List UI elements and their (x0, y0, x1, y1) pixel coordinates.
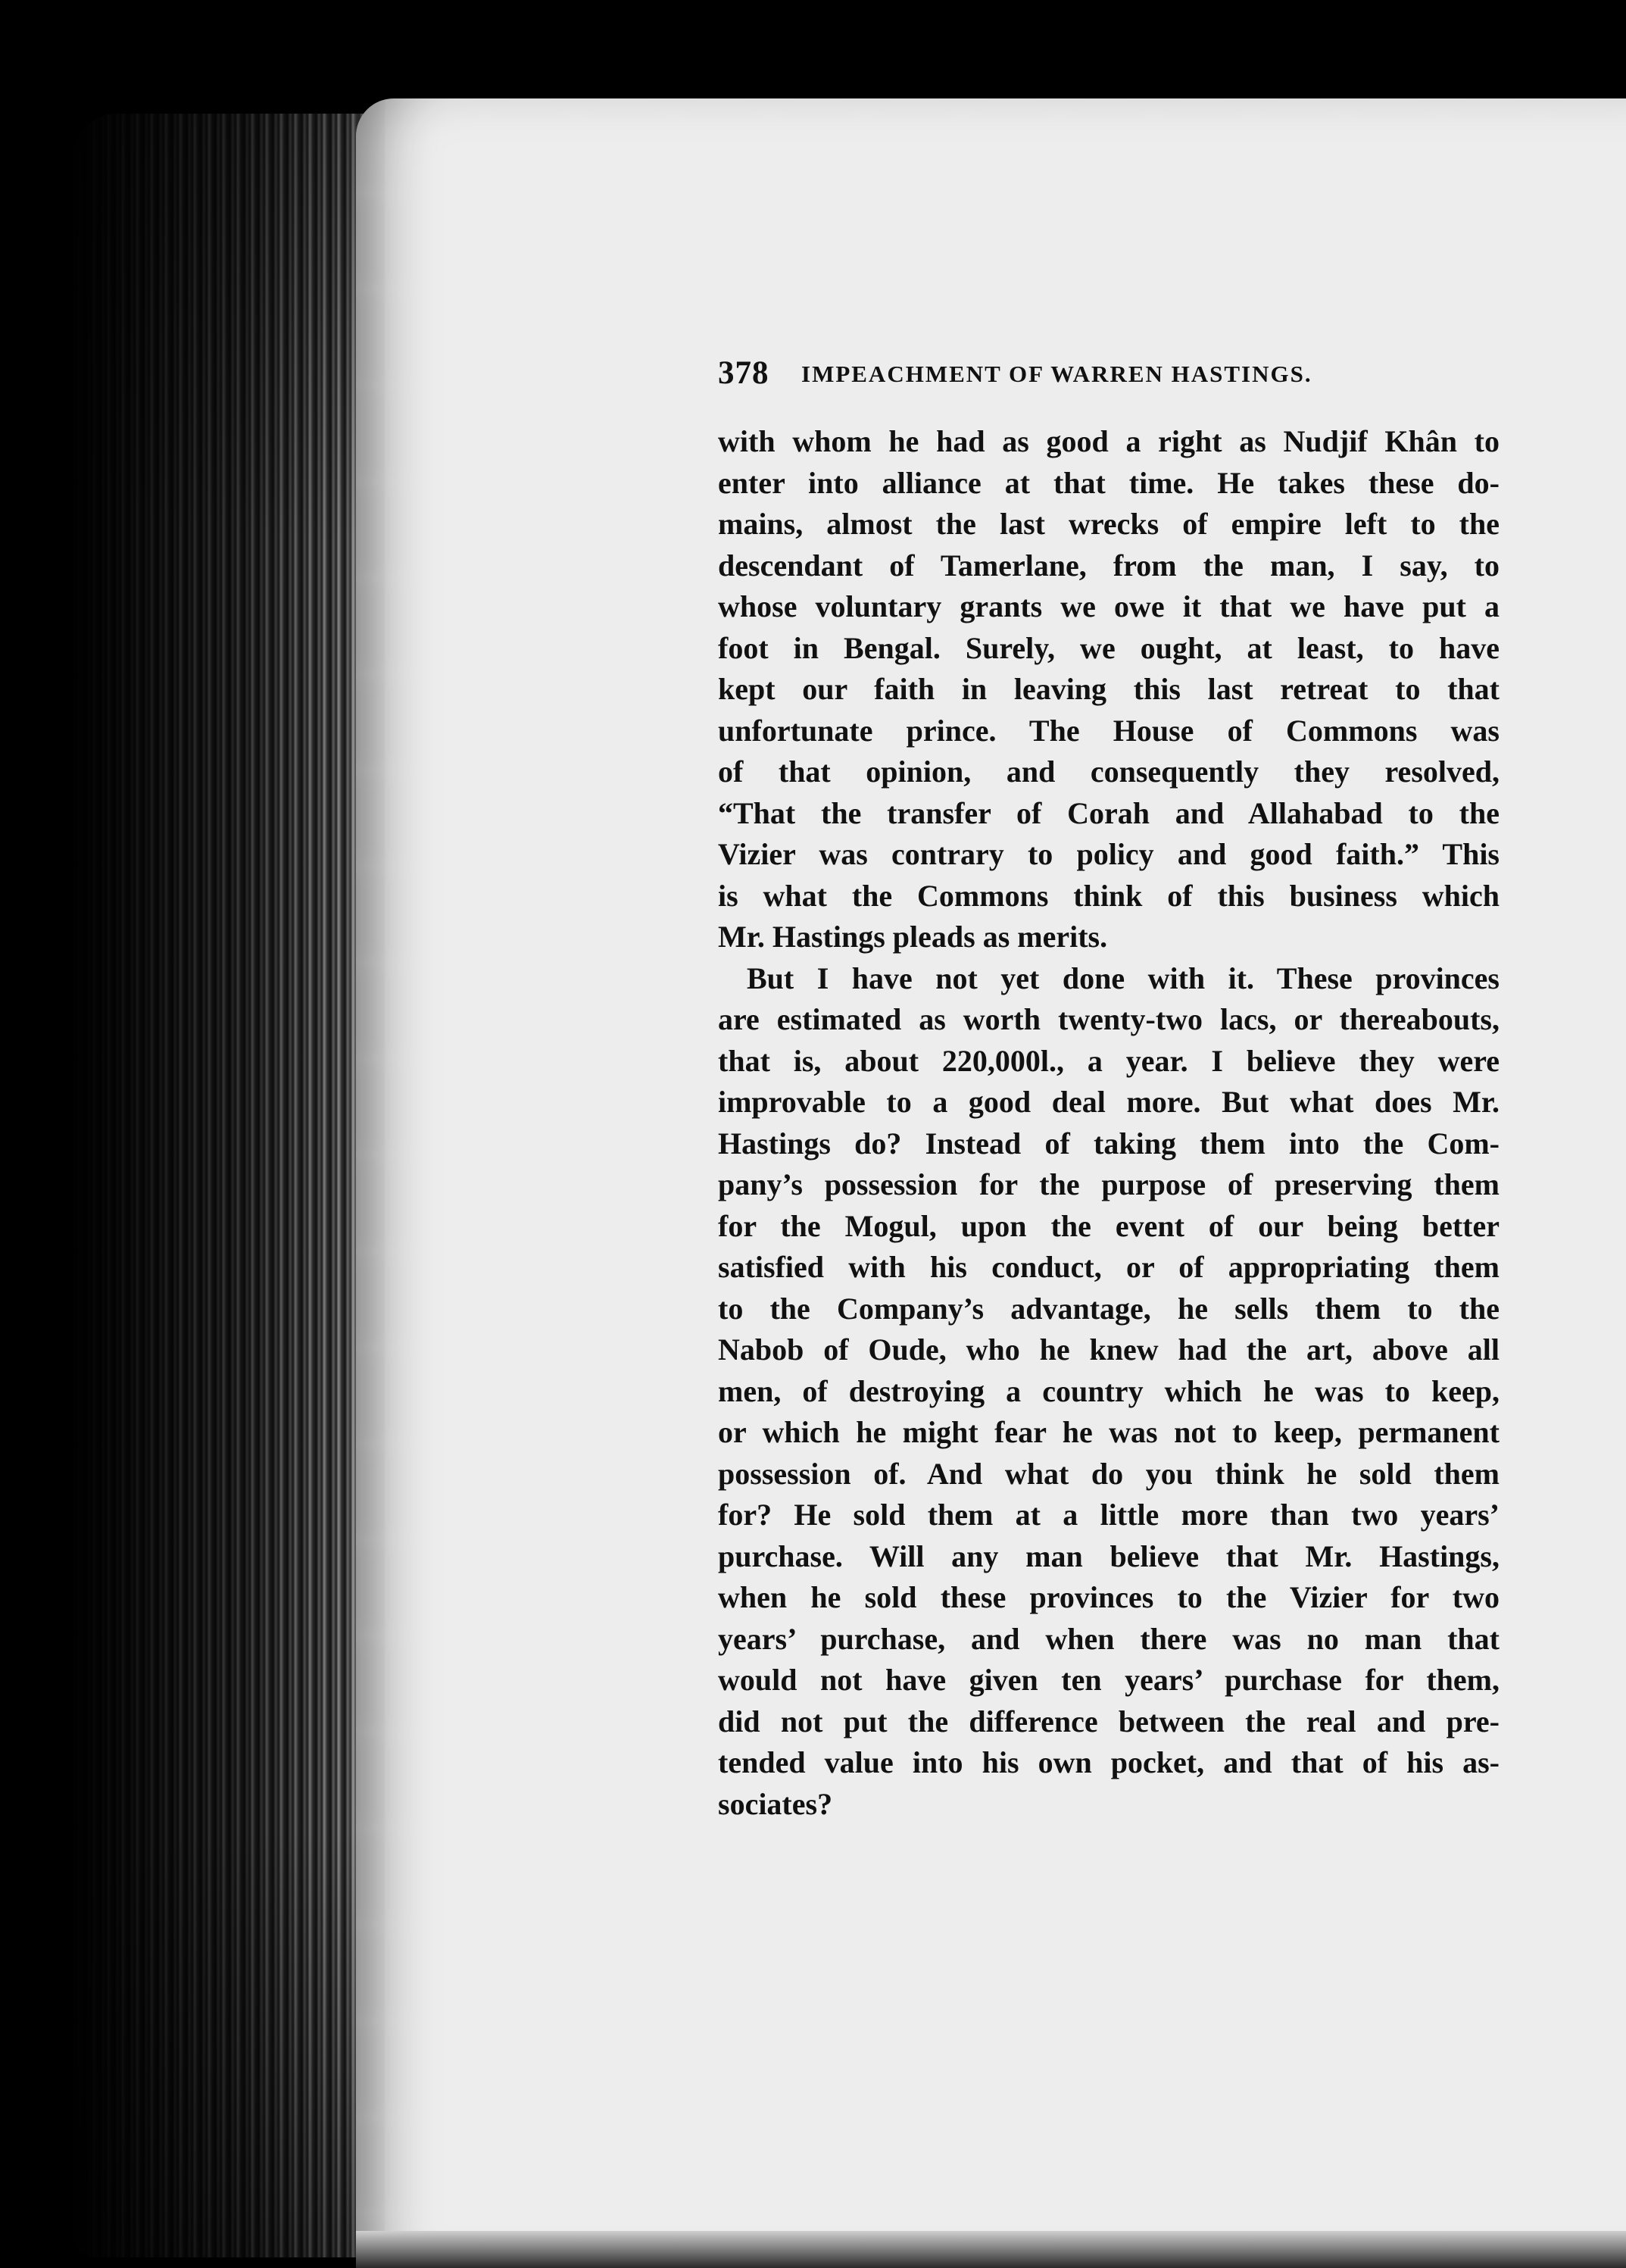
text-line: Mr. Hastings pleads as merits. (718, 920, 1108, 954)
text-line: or which he might fear he was not to keep, permanent (718, 1415, 1500, 1449)
text-line: with whom he had as good a right as Nudjif Khân to (718, 424, 1500, 458)
text-line: to the Company’s advantage, he sells them to the (718, 1291, 1500, 1326)
text-line: unfortunate prince. The House of Commons was (718, 713, 1500, 748)
body-text (718, 421, 1500, 1825)
text-line: mains, almost the last wrecks of empire left to the (718, 507, 1500, 541)
text-line: years’ purchase, and when there was no man that (718, 1621, 1500, 1656)
text-line: is what the Commons think of this business which (718, 878, 1500, 913)
text-line: whose voluntary grants we owe it that we have put a (718, 589, 1500, 623)
text-line: when he sold these provinces to the Vizier for two (718, 1580, 1500, 1614)
text-line: that is, about 220,000l., a year. I believe they were (718, 1043, 1500, 1078)
text-line: would not have given ten years’ purchase for them, (718, 1663, 1500, 1697)
page-number: 378 (718, 355, 769, 391)
text-line: for the Mogul, upon the event of our being better (718, 1208, 1500, 1243)
text-line: men, of destroying a country which he was to keep, (718, 1373, 1500, 1408)
text-line: “That the transfer of Corah and Allahabad to the (718, 795, 1500, 830)
fore-edge-shadow (72, 114, 390, 2257)
page-bottom-edge (356, 2231, 1626, 2268)
text-line: of that opinion, and consequently they resolved, (718, 754, 1500, 789)
text-line: possession of. And what do you think he sold them (718, 1456, 1500, 1491)
page-header (718, 355, 1500, 392)
text-line: purchase. Will any man believe that Mr. Hastings, (718, 1539, 1500, 1573)
text-line: tended value into his own pocket, and that of his as- (718, 1745, 1500, 1779)
text-line: Nabob of Oude, who he knew had the art, above all (718, 1332, 1500, 1367)
text-line: But I have not yet done with it. These provinces (747, 961, 1500, 995)
running-title: IMPEACHMENT OF WARREN HASTINGS. (801, 361, 1312, 387)
text-line: foot in Bengal. Surely, we ought, at least, to have (718, 630, 1500, 665)
text-line: descendant of Tamerlane, from the man, I say, to (718, 548, 1500, 583)
text-line: satisfied with his conduct, or of appropriating them (718, 1250, 1500, 1284)
text-line: sociates? (718, 1786, 833, 1821)
text-line: Hastings do? Instead of taking them into the Com- (718, 1126, 1500, 1161)
text-line: did not put the difference between the real and pre- (718, 1704, 1500, 1738)
text-line: are estimated as worth twenty-two lacs, or thereabouts, (718, 1002, 1500, 1036)
text-line: enter into alliance at that time. He takes these do- (718, 465, 1500, 500)
text-line: Vizier was contrary to policy and good faith.” This (718, 837, 1500, 871)
text-line: pany’s possession for the purpose of preserving them (718, 1167, 1500, 1201)
text-line: improvable to a good deal more. But what does Mr. (718, 1085, 1500, 1119)
text-line: kept our faith in leaving this last retreat to that (718, 672, 1500, 706)
text-line: for? He sold them at a little more than two years’ (718, 1498, 1500, 1532)
